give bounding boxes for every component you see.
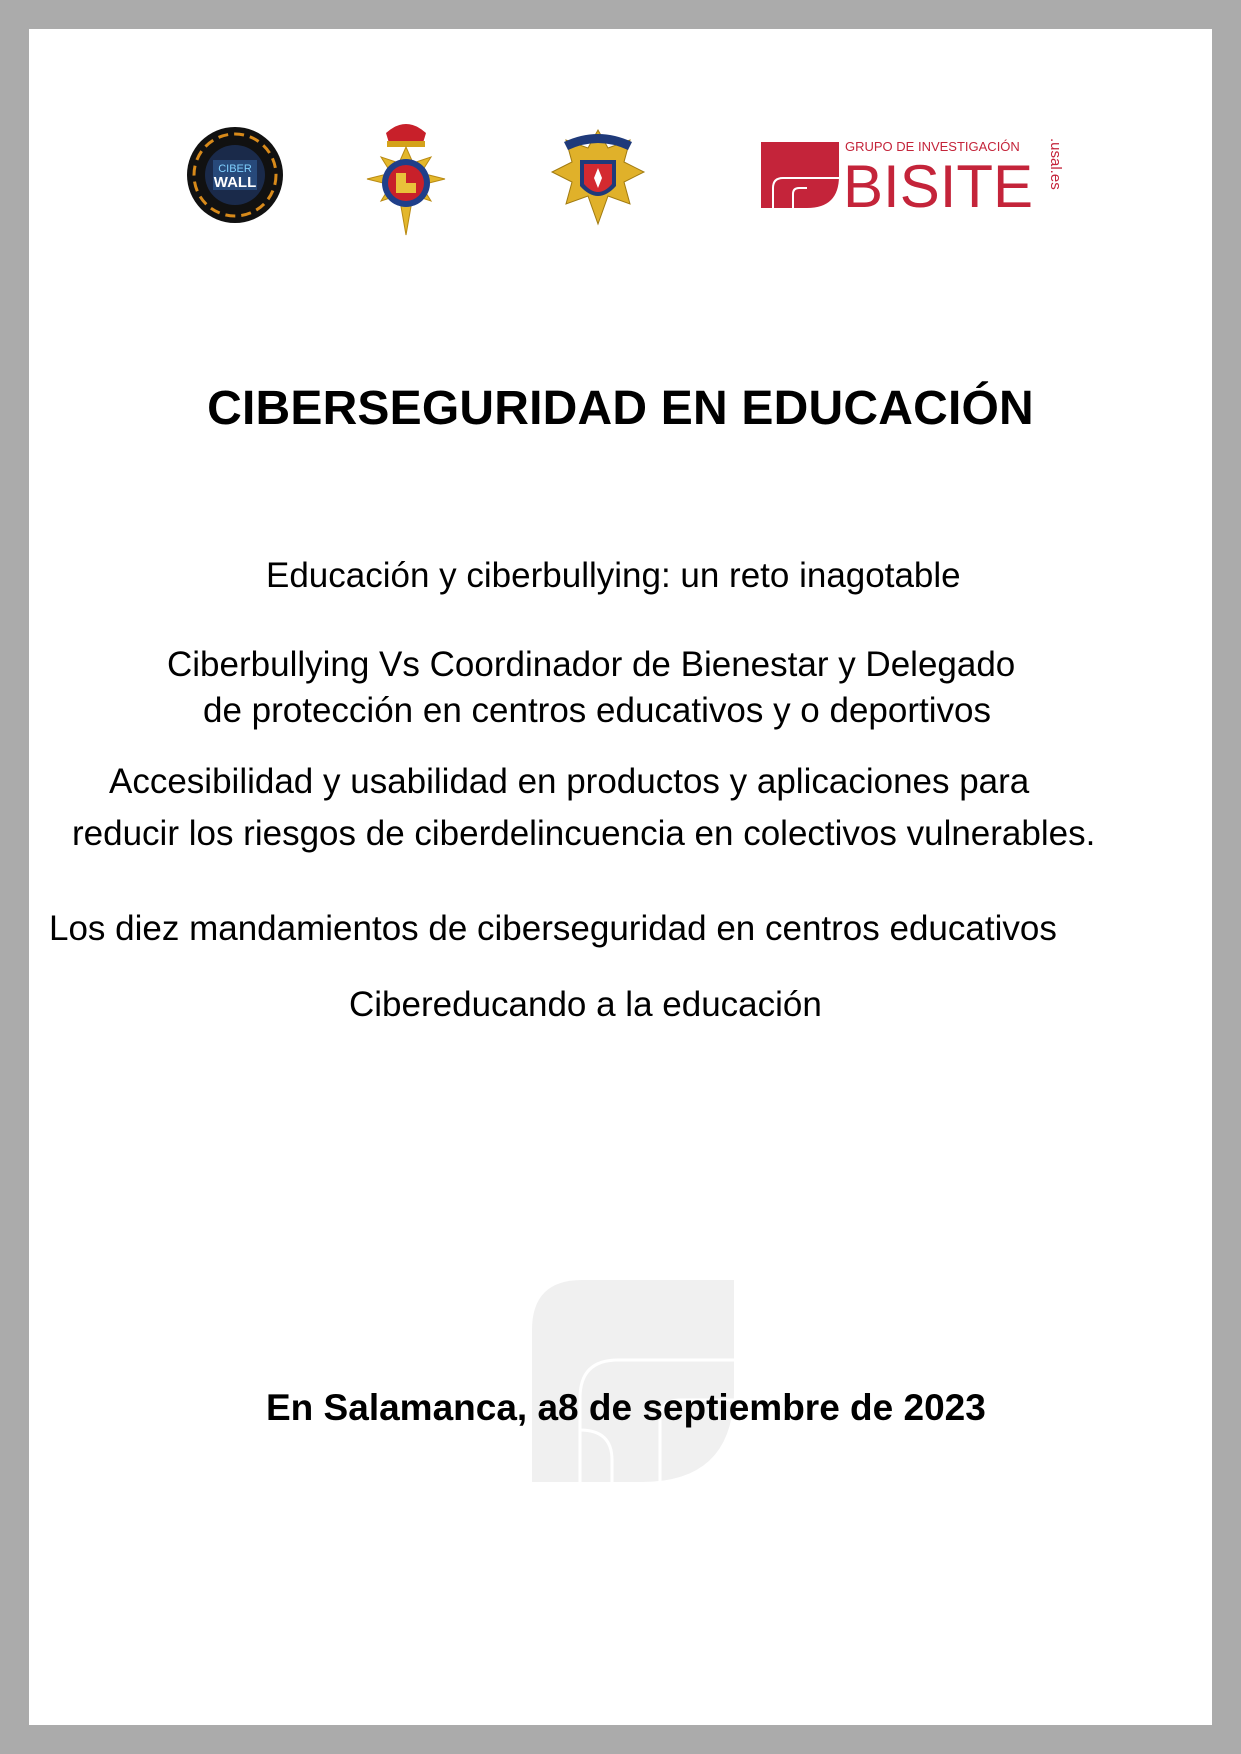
topic-line-2a: Ciberbullying Vs Coordinador de Bienestar y Delegado — [167, 645, 1016, 684]
cyberwall-logo — [186, 126, 284, 224]
topic-line-3a: Accesibilidad y usabilidad en productos y aplicaciones para — [109, 762, 1030, 801]
topic-line-5: Cibereducando a la educación — [349, 985, 822, 1024]
footer-date: En Salamanca, a8 de septiembre de 2023 — [266, 1387, 986, 1428]
bisite-logo — [759, 132, 1064, 220]
cyberwall-text-top: CIBER — [218, 163, 252, 175]
bisite-side-text: .usal.es — [1047, 138, 1064, 190]
policia-nacional-logo — [361, 117, 451, 239]
topic-line-2b: de protección en centros educativos y o deportivos — [203, 691, 991, 730]
document-page — [29, 29, 1212, 1725]
cyberwall-text-bottom: WALL — [213, 174, 257, 191]
topic-line-4: Los diez mandamientos de ciberseguridad en centros educativos — [49, 909, 1057, 948]
document-title: CIBERSEGURIDAD EN EDUCACIÓN — [207, 382, 1034, 435]
bisite-top-text: GRUPO DE INVESTIGACIÓN — [845, 139, 1020, 154]
topic-line-1: Educación y ciberbullying: un reto inagotable — [266, 556, 961, 595]
bisite-watermark — [532, 1280, 734, 1487]
bisite-main-text: BISITE — [843, 153, 1034, 220]
police-shield-logo — [550, 126, 646, 226]
topic-line-3b: reducir los riesgos de ciberdelincuencia en colectivos vulnerables. — [72, 814, 1096, 853]
